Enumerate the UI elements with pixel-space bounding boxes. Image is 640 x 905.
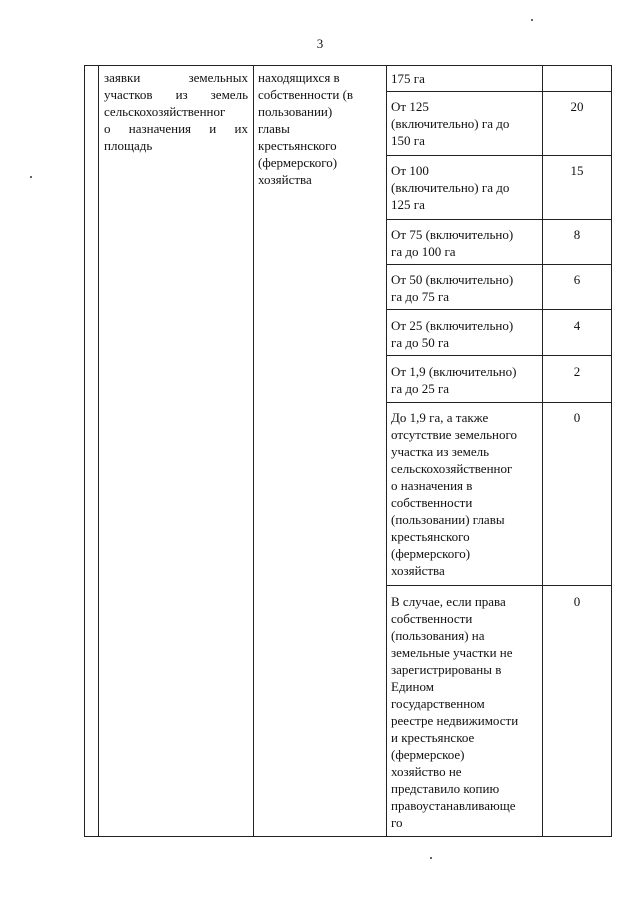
cell-text-line: (фермерского) xyxy=(258,155,338,170)
cell-text-line: о назначения и их xyxy=(104,121,248,136)
cell-text-line: хозяйства xyxy=(391,563,445,578)
table-border-bottom xyxy=(84,836,612,837)
cell-text-line: собственности xyxy=(391,611,473,626)
cell-text-line: главы xyxy=(258,121,290,136)
cell-text-line: заявки земельных xyxy=(104,70,248,85)
table-row-rule xyxy=(386,91,612,92)
score-value: 15 xyxy=(570,163,584,178)
table-column-rule xyxy=(386,65,387,837)
cell-text-line: крестьянского xyxy=(391,529,470,544)
cell-text-line: представило копию xyxy=(391,781,500,796)
cell-text-line: зарегистрированы в xyxy=(391,662,502,677)
cell-text-line: От 100 xyxy=(391,163,429,178)
table-border-right xyxy=(611,65,612,837)
cell-text-line: хозяйство не xyxy=(391,764,462,779)
cell-text-line: В случае, если права xyxy=(391,594,506,609)
cell-text-line: крестьянского xyxy=(258,138,337,153)
score-value: 0 xyxy=(573,410,581,425)
cell-text-line: га до 75 га xyxy=(391,289,450,304)
cell-text-line: (пользования) на xyxy=(391,628,485,643)
table-column-rule xyxy=(98,65,99,837)
cell-text-line: собственности xyxy=(391,495,473,510)
cell-text-line: собственности (в xyxy=(258,87,354,102)
score-value: 2 xyxy=(573,364,581,379)
table-row-rule xyxy=(386,219,612,220)
score-value: 6 xyxy=(573,272,581,287)
page-number: 3 xyxy=(316,36,324,51)
table-column-rule xyxy=(542,65,543,837)
table-row-rule xyxy=(386,309,612,310)
cell-text-line: хозяйства xyxy=(258,172,312,187)
table-border-left xyxy=(84,65,85,837)
cell-text-line: отсутствие земельного xyxy=(391,427,517,442)
score-value: 20 xyxy=(570,99,584,114)
cell-text-line: участка из земель xyxy=(391,444,490,459)
cell-text-line: о назначения в xyxy=(391,478,473,493)
cell-text-line: находящихся в xyxy=(258,70,340,85)
cell-text-line: сельскохозяйственног xyxy=(391,461,513,476)
cell-text-line: (фермерского) xyxy=(391,546,471,561)
criterion-cell xyxy=(391,363,539,397)
cell-text-line: участков из земель xyxy=(104,87,248,102)
cell-text-line: До 1,9 га, а также xyxy=(391,410,489,425)
cell-text-line: земельные участки не xyxy=(391,645,513,660)
table-row-rule xyxy=(386,155,612,156)
criterion-cell xyxy=(391,593,539,831)
cell-text-line: От 125 xyxy=(391,99,429,114)
score-value: 0 xyxy=(573,594,581,609)
cell-text-line: Едином xyxy=(391,679,434,694)
criterion-cell xyxy=(391,409,539,579)
criterion-cell xyxy=(391,162,539,213)
cell-text-line: государственном xyxy=(391,696,485,711)
table-row-rule xyxy=(386,585,612,586)
cell-text-line: реестре недвижимости xyxy=(391,713,519,728)
criterion-cell xyxy=(391,271,539,305)
table-border-top xyxy=(84,65,612,66)
cell-text-line: 175 га xyxy=(391,71,425,86)
score-value: 8 xyxy=(573,227,581,242)
cell-text-line: От 50 (включительно) xyxy=(391,272,514,287)
cell-text-line: От 1,9 (включительно) xyxy=(391,364,517,379)
cell-text-line: (включительно) га до xyxy=(391,116,510,131)
cell-text-line: 150 га xyxy=(391,133,425,148)
table-column-rule xyxy=(253,65,254,837)
cell-text-line: (пользовании) главы xyxy=(391,512,505,527)
cell-text-line: га до 50 га xyxy=(391,335,450,350)
cell-text-line: правоустанавливающе xyxy=(391,798,516,813)
cell-text-line: и крестьянское xyxy=(391,730,475,745)
score-value: 4 xyxy=(573,318,581,333)
criterion-cell xyxy=(391,98,539,149)
cell-text-line: га до 25 га xyxy=(391,381,450,396)
table-row-rule xyxy=(386,355,612,356)
table-row-rule xyxy=(386,264,612,265)
cell-text-line: площадь xyxy=(104,138,153,153)
cell-text-line: 125 га xyxy=(391,197,425,212)
cell-text-line: (включительно) га до xyxy=(391,180,510,195)
cell-text-line: га до 100 га xyxy=(391,244,456,259)
indicator-name-cell xyxy=(104,69,248,154)
criterion-cell xyxy=(391,70,539,87)
cell-text-line: го xyxy=(391,815,403,830)
cell-text-line: пользовании) xyxy=(258,104,333,119)
indicator-description-cell xyxy=(258,69,384,188)
cell-text-line: От 75 (включительно) xyxy=(391,227,514,242)
cell-text-line: От 25 (включительно) xyxy=(391,318,514,333)
table-row-rule xyxy=(386,402,612,403)
criterion-cell xyxy=(391,317,539,351)
cell-text-line: (фермерское) xyxy=(391,747,465,762)
criterion-cell xyxy=(391,226,539,260)
cell-text-line: сельскохозяйственног xyxy=(104,104,226,119)
